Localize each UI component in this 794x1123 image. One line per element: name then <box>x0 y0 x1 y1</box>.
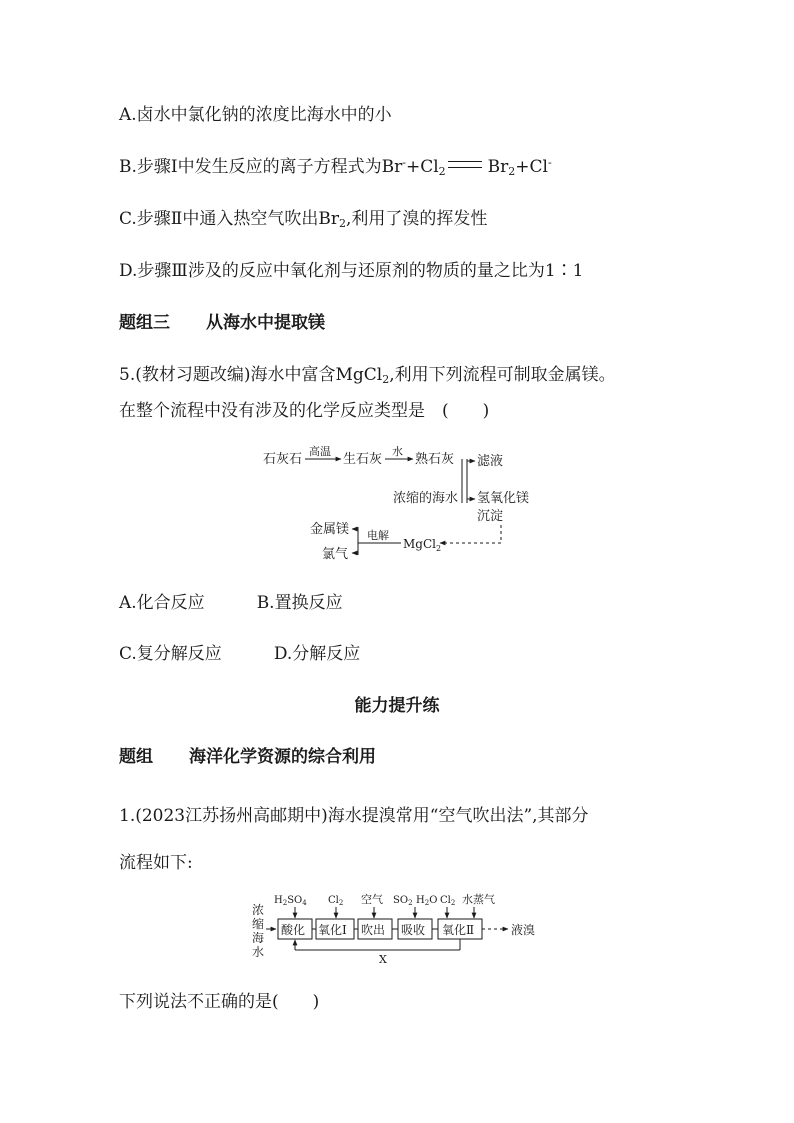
q5-options-row2 <box>119 643 360 665</box>
feed-char-3: 海 <box>252 931 265 945</box>
q1-line1: 1.(2023江苏扬州高邮期中)海水提溴常用“空气吹出法”,其部分 <box>119 806 589 826</box>
slaked-lime-label: 熟石灰 <box>415 452 455 467</box>
q5-option-d: D.分解反应 <box>273 644 361 664</box>
q1-stem: 下列说法不正确的是( ) <box>119 992 320 1012</box>
ability-section-title: 能力提升练 <box>354 696 440 716</box>
option-a: A.卤水中氯化钠的浓度比海水中的小 <box>119 105 392 125</box>
oxidize1-box-label: 氧化Ⅰ <box>318 923 347 937</box>
air-label: 空气 <box>361 893 383 906</box>
q5-line2: 在整个流程中没有涉及的化学反应类型是 ( ) <box>119 401 490 421</box>
option-b: B.步骤Ⅰ中发生反应的离子方程式为$Br^-+Cl_2$ $Br_2+Cl^-$ <box>119 156 552 178</box>
cl2-a-label: $Cl_2$ <box>328 895 344 907</box>
feed-char-4: 水 <box>252 945 265 959</box>
option-d: D.步骤Ⅲ涉及的反应中氧化剂与还原剂的物质的量之比为1∶1 <box>119 261 584 281</box>
h2so4-label: $H_2SO_4$ <box>274 895 307 907</box>
equals-sign <box>448 161 482 168</box>
feed-char-1: 浓 <box>252 903 265 917</box>
so2-label: $SO_2$ <box>393 895 413 907</box>
oxidize2-box-label: 氧化Ⅱ <box>442 923 475 937</box>
group3-heading: 题组三 从海水中提取镁 <box>119 313 325 333</box>
q5-option-b: B.置换反应 <box>256 593 343 613</box>
br-flow-diagram <box>250 888 550 968</box>
mg-flow-diagram <box>255 445 545 570</box>
mgcl2-label: MgCl$_2$ <box>403 537 442 553</box>
feed-char-2: 缩 <box>252 917 265 931</box>
precipitate-label: 沉淀 <box>477 509 504 524</box>
steam-label: 水蒸气 <box>462 893 495 906</box>
limestone-label: 石灰石 <box>263 452 303 467</box>
liquid-br-label: 液溴 <box>511 923 536 937</box>
high-temp-label: 高温 <box>309 445 331 458</box>
chlorine-label: 氯气 <box>322 547 349 562</box>
q5-option-a: A.化合反应 <box>119 593 205 613</box>
mg-hydroxide-label: 氢氧化镁 <box>477 491 530 506</box>
option-c: C.步骤Ⅱ中通入热空气吹出$Br_2$,利用了溴的挥发性 <box>119 209 488 230</box>
absorb-box-label: 吸收 <box>401 923 426 937</box>
metal-mg-label: 金属镁 <box>310 522 350 537</box>
x-label: X <box>379 953 387 966</box>
water-label: 水 <box>392 445 403 458</box>
q1-line2: 流程如下: <box>119 853 193 873</box>
group-main-heading: 题组 海洋化学资源的综合利用 <box>119 747 376 767</box>
filtrate-label: 滤液 <box>477 454 504 469</box>
quicklime-label: 生石灰 <box>343 452 383 467</box>
q5-options-row1 <box>119 592 343 614</box>
brine-label: 浓缩的海水 <box>393 491 459 506</box>
acidify-box-label: 酸化 <box>281 923 306 937</box>
q5-line1: 5.(教材习题改编)海水中富含MgCl$_2$,利用下列流程可制取金属镁。 <box>119 365 616 386</box>
h2o-label: $H_2O$ <box>416 895 438 907</box>
blow-box-label: 吹出 <box>361 923 386 937</box>
electrolysis-label: 电解 <box>367 529 389 542</box>
cl2-b-label: $Cl_2$ <box>440 895 456 907</box>
q5-option-c: C.复分解反应 <box>119 644 222 664</box>
